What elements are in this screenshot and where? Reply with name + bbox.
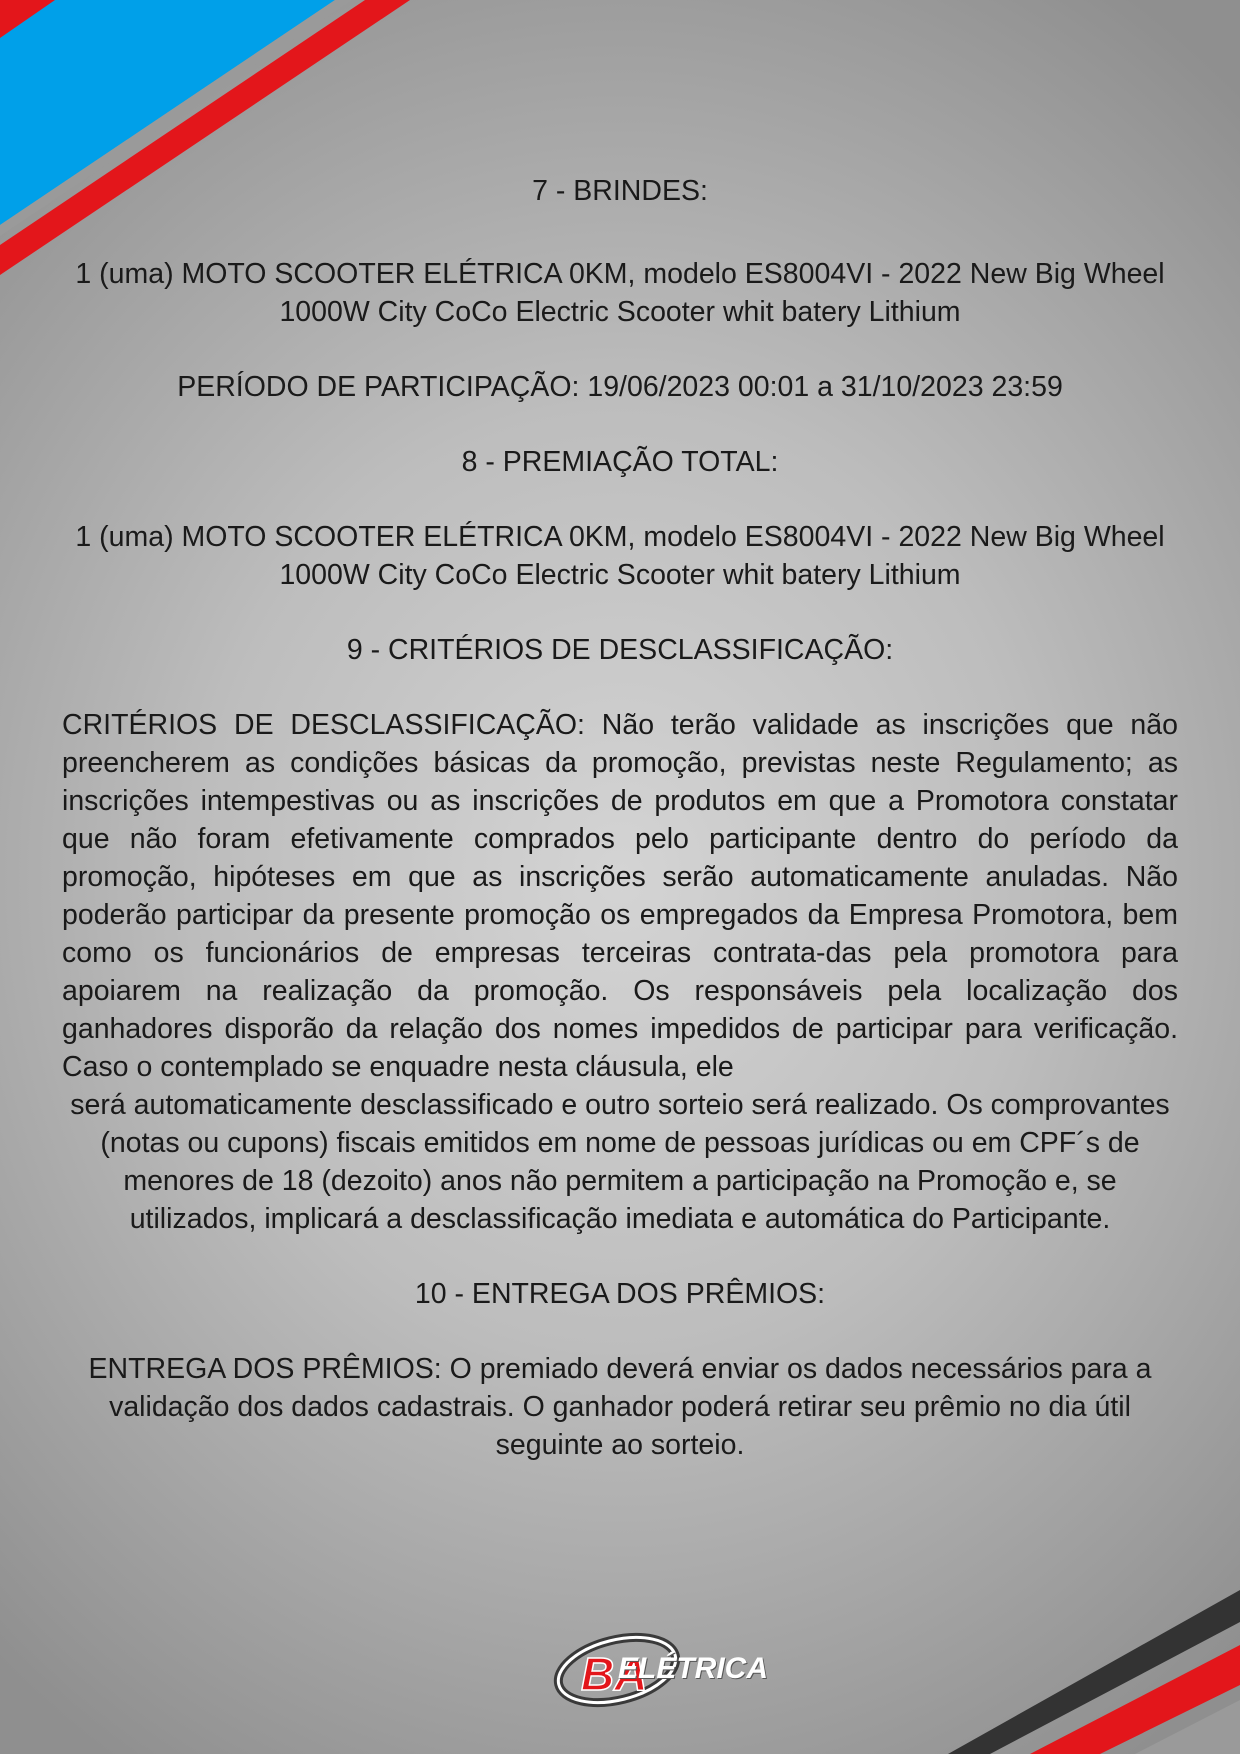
- regulation-content: [62, 172, 1178, 1464]
- section-8-prize-line2: 1000W City CoCo Electric Scooter whit batery Lithium: [279, 559, 961, 591]
- section-8-prize-line1: 1 (uma) MOTO SCOOTER ELÉTRICA 0KM, modelo ES8004VI - 2022 New Big Wheel: [75, 521, 1165, 553]
- section-7-prize-line2: 1000W City CoCo Electric Scooter whit batery Lithium: [279, 296, 961, 328]
- section-9-title: 9 - CRITÉRIOS DE DESCLASSIFICAÇÃO:: [346, 634, 894, 666]
- bottom-right-stripes: [930, 1590, 1240, 1754]
- section-9-body-part2: será automaticamente desclassificado e outro sorteio será realizado. Os comprovantes (notas ou cupons) fiscais emitidos em nome de pessoas jurídicas ou em CPF´s de menores de 18 (dezoito) anos não permitem a participação na Promoção e, se utilizados, implicará a desclassificação imediata e automática do Participante.: [70, 1089, 1170, 1235]
- section-7-prize-line1: 1 (uma) MOTO SCOOTER ELÉTRICA 0KM, modelo ES8004VI - 2022 New Big Wheel: [75, 258, 1165, 290]
- section-10-body: ENTREGA DOS PRÊMIOS: O premiado deverá enviar os dados necessários para a validação dos dados cadastrais. O ganhador poderá retirar seu prêmio no dia útil seguinte ao sorteio.: [88, 1353, 1152, 1461]
- section-9-body-part1: CRITÉRIOS DE DESCLASSIFICAÇÃO: Não terão validade as inscrições que não preencherem as condições básicas da promoção, previstas neste Regulamento; as inscrições intempestivas ou as inscrições de produtos em que a Promotora constatar que não foram efetivamente comprados pelo participante dentro do período da promoção, hipóteses em que as inscrições serão automaticamente anuladas. Não poderão participar da presente promoção os empregados da Empresa Promotora, bem como os funcionários de empresas terceiras contrata-das pela promotora para apoiarem na realização da promoção. Os responsáveis pela localização dos ganhadores disporão da relação dos nomes impedidos de participar para verificação. Caso o contemplado se enquadre nesta cláusula, ele: [62, 709, 1178, 1083]
- section-7-title: 7 - BRINDES:: [532, 175, 708, 207]
- logo-text: ELÉTRICA: [618, 1652, 768, 1685]
- section-10-title: 10 - ENTREGA DOS PRÊMIOS:: [414, 1278, 826, 1310]
- participation-period: PERÍODO DE PARTICIPAÇÃO: 19/06/2023 00:01 a 31/10/2023 23:59: [177, 371, 1063, 403]
- section-8-title: 8 - PREMIAÇÃO TOTAL:: [461, 446, 779, 478]
- logo-mark: BA: [581, 1648, 648, 1700]
